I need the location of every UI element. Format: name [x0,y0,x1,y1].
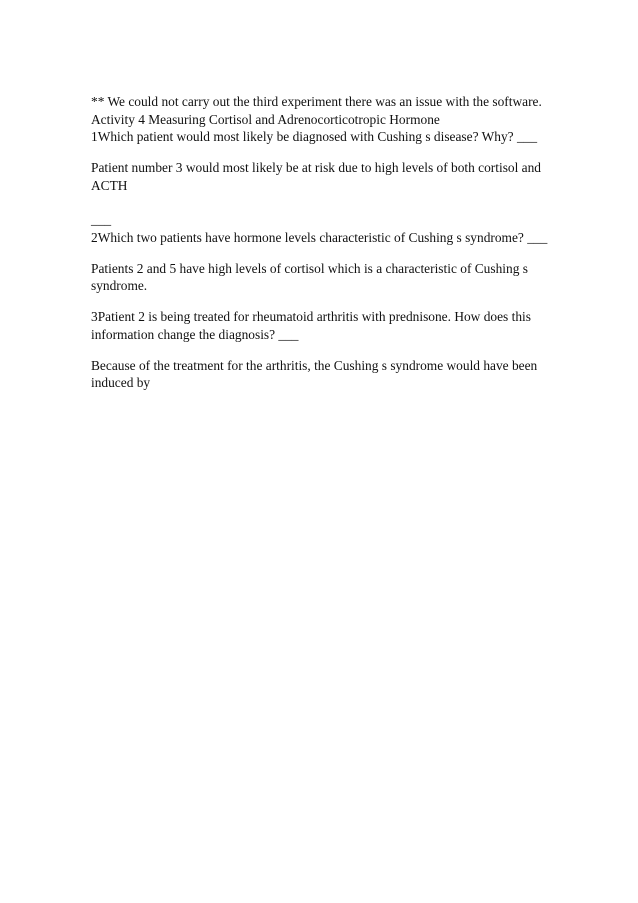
answer-2-line-1: Patients 2 and 5 have high levels of cortisol which is a characteristic of Cushing s [91,260,528,276]
paragraph-gap [91,295,601,309]
paragraph-gap [91,246,601,260]
document-body [91,93,601,392]
question-3-line-1: 3Patient 2 is being treated for rheumatoid arthritis with prednisone. How does this [91,309,531,324]
answer-1-line-2: ACTH [91,177,128,193]
question-1: 1Which patient would most likely be diagnosed with Cushing s disease? Why? ___ [91,129,538,144]
answer-3-line-1: Because of the treatment for the arthritis, the Cushing s syndrome would have been [91,357,538,373]
question-3-line-2: information change the diagnosis? ___ [91,326,299,342]
paragraph-gap [91,146,601,160]
paragraph-gap [91,194,601,211]
paragraph-gap [91,343,601,357]
question-2: 2Which two patients have hormone levels characteristic of Cushing s syndrome? ___ [91,229,548,245]
note-line: ** We could not carry out the third experiment there was an issue with the software. [91,94,542,109]
activity-title: Activity 4 Measuring Cortisol and Adrenocorticotropic Hormone [91,111,440,127]
answer-2-line-2: syndrome. [91,278,148,293]
answer-1-line-1: Patient number 3 would most likely be at risk due to high levels of both cortisol and [91,160,542,175]
answer-3-line-2: induced by [91,375,151,390]
blank-marker: ___ [91,212,112,227]
